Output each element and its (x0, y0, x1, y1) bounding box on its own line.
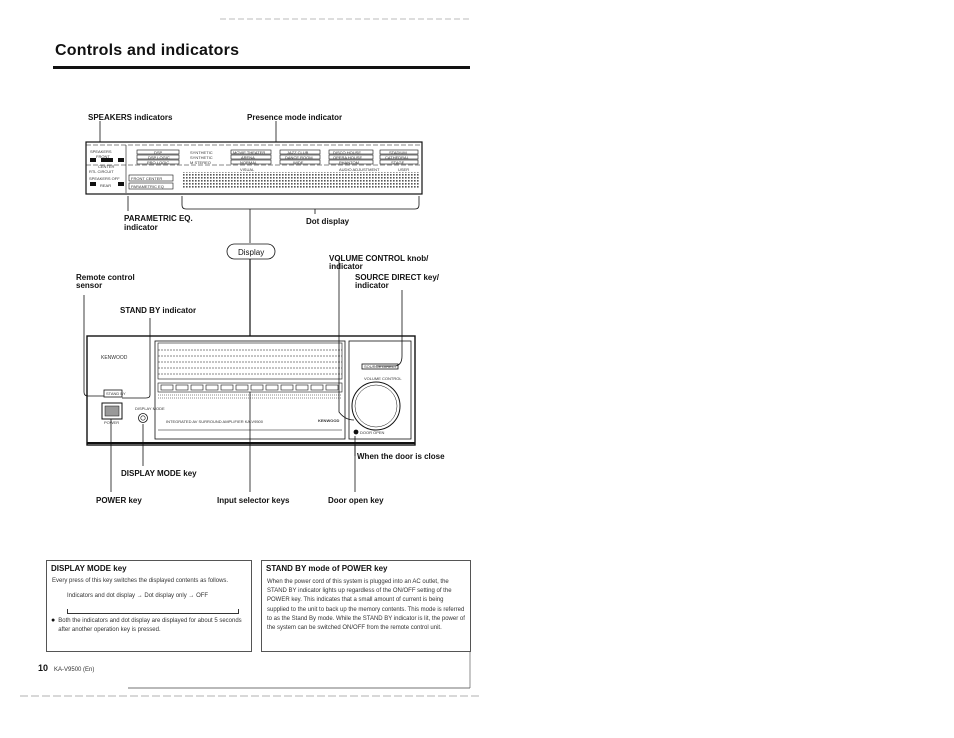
label-dot-display: Dot display (306, 217, 350, 226)
panel-rtl-circuit: RTL CIRCUIT (89, 169, 114, 174)
display-mode-box (46, 560, 252, 652)
standby-panel-text: STAND BY (106, 391, 126, 396)
label-when-door-closed: When the door is close (357, 452, 445, 461)
display-mode-note: Both the indicators and dot display are displayed for about 5 seconds after another operation key is pressed. (58, 618, 242, 633)
model-code: KA-V9500 (En) (54, 667, 95, 673)
panel-dsp: DSP (154, 150, 163, 155)
label-presence-mode-indicator: Presence mode indicator (247, 113, 343, 122)
display-mode-box-title: DISPLAY MODE key (51, 564, 127, 573)
label-speakers-indicators: SPEAKERS indicators (88, 113, 173, 122)
panel-stereo: M STEREO (190, 160, 211, 165)
panel-normal: NORMAL (240, 160, 258, 165)
panel-dsp-logic: DSP LOGIC (148, 155, 170, 160)
source-direct-panel-text: SOURCE DIRECT (364, 364, 398, 369)
panel-movie-theater: MOVIE THEATER (233, 150, 266, 155)
page-title: Controls and indicators (55, 42, 240, 59)
panel-cathedral: CATHEDRAL (385, 155, 409, 160)
panel-stage: STAGE (391, 160, 405, 165)
cycle-return-arrow (67, 609, 239, 614)
panel-pro-logic: PRO LOGIC (147, 160, 170, 165)
panel-speakers-off: SPEAKERS OFF (89, 176, 120, 181)
display-mode-panel-text: DISPLAY MODE (135, 406, 165, 411)
power-panel-text: POWER (104, 420, 120, 425)
label-source-direct: SOURCE DIRECT key/ (355, 273, 440, 282)
panel-user: USER (398, 167, 410, 172)
display-pill-label: Display (238, 248, 265, 257)
panel-dance-room: DANCE ROOM (285, 155, 313, 160)
panel-opera-house: OPERA HOUSE (333, 155, 363, 160)
panel-parametric-eq: PARAMETRIC EQ (131, 184, 164, 189)
panel-visual: VISUAL (240, 167, 255, 172)
label-power-key: POWER key (96, 496, 142, 505)
label-standby-indicator: STAND BY indicator (120, 306, 197, 315)
panel-speakers: SPEAKERS (90, 149, 112, 154)
panel-center: CENTER (98, 164, 115, 169)
panel-disco-house: DISCO HOUSE (333, 150, 362, 155)
panel-rear: REAR (100, 183, 112, 188)
page-footer (38, 663, 94, 673)
label-parametric-eq-indicator: indicator (124, 223, 158, 232)
panel-front: FRONT (96, 154, 110, 159)
label-volume-control-indicator: indicator (329, 262, 363, 271)
standby-box-title: STAND BY mode of POWER key (266, 564, 388, 573)
panel-front-center: FRONT CENTER (131, 176, 163, 181)
page-number: 10 (38, 663, 49, 673)
door-open-panel-text: DOOR OPEN (360, 430, 385, 435)
panel-wide: WIDE (293, 160, 304, 165)
receiver-front-panel (87, 336, 415, 445)
display-mode-cycle: Indicators and dot display → Dot display only → OFF (67, 593, 209, 599)
label-input-selector-keys: Input selector keys (217, 496, 290, 505)
panel-synthetic-2: SYNTHETIC (190, 155, 213, 160)
panel-arena: ARENA (241, 155, 255, 160)
label-display-mode-key: DISPLAY MODE key (121, 469, 197, 478)
display-mode-box-intro: Every press of this key switches the displayed contents as follows. (52, 578, 229, 584)
display-mode-note-row (47, 617, 251, 635)
standby-box-body: When the power cord of this system is plugged into an AC outlet, the STAND BY indicator lights up regardless of the ON/OFF setting of the POWER key. This indicates that a small amount of current is being supplied to the unit to back up the memory contents. This mode is referred to as the Stand By mode. While the STAND BY indicator is lit, the power of the system can be switched ON/OFF from the remote control unit. (267, 579, 465, 632)
label-source-direct-indicator: indicator (355, 281, 389, 290)
panel-synthetic: SYNTHETIC (190, 150, 213, 155)
receiver-logo: KENWOOD (318, 418, 340, 423)
panel-phantom: PHANTOM (339, 160, 359, 165)
label-remote-sensor: Remote control (76, 273, 135, 282)
volume-control-panel-text: VOLUME CONTROL (364, 376, 402, 381)
receiver-caption: INTEGRATED AV SURROUND AMPLIFIER KA-V9500 (166, 419, 263, 424)
brand-text: KENWOOD (101, 355, 128, 361)
label-remote-sensor-2: sensor (76, 281, 103, 290)
label-parametric-eq: PARAMETRIC EQ. (124, 214, 193, 223)
label-volume-control: VOLUME CONTROL knob/ (329, 254, 429, 263)
panel-jazz-club: JAZZ CLUB (287, 150, 309, 155)
panel-stadium: STADIUM (389, 150, 407, 155)
standby-box (261, 560, 471, 652)
panel-audio-adjustment: AUDIO ADJUSTMENT (339, 167, 380, 172)
bullet-icon: ● (51, 617, 56, 624)
label-door-open-key: Door open key (328, 496, 384, 505)
